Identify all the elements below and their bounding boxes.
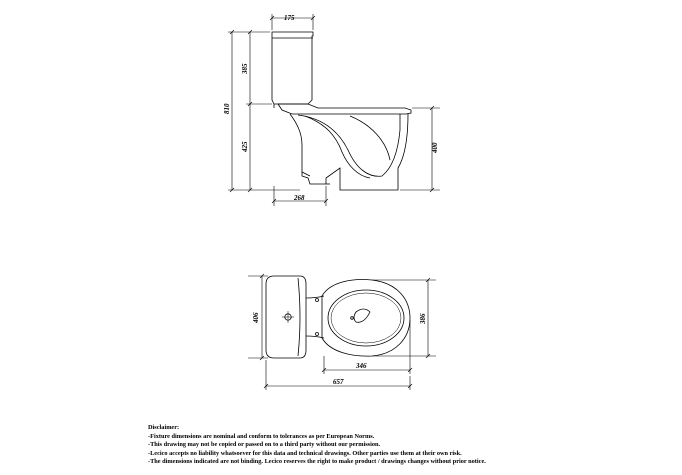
plan-drain	[354, 309, 370, 322]
dim-plan-bowl-length-lines	[322, 320, 412, 374]
plan-view	[266, 276, 410, 358]
disclaimer-line: -Fixture dimensions are nominal and conform to tolerances as per European Norms.	[148, 432, 375, 440]
seat-outline	[278, 104, 411, 114]
dim-label-plan-bowl-length: 346	[356, 362, 367, 370]
dim-label-overall-length: 657	[333, 378, 344, 386]
side-elevation	[272, 32, 411, 190]
dim-left-lines	[228, 30, 300, 192]
dim-label-bowl-height: 400	[431, 142, 439, 153]
disclaimer-title: Disclaimer:	[148, 424, 180, 431]
dim-label-plan-tank-depth: 406	[252, 312, 260, 323]
disclaimer-line: -This drawing may not be copied or passed on to a third party without our permission.	[148, 441, 381, 449]
disclaimer-line: -Lecico accepts no liability whatsoever for this data and technical drawings. Other parties use them at their own risk.	[148, 449, 462, 457]
dim-label-overall-height: 810	[223, 103, 231, 114]
dim-label-tank-height: 385	[241, 63, 249, 74]
disclaimer-block	[148, 424, 678, 467]
disclaimer-line: -The dimensions indicated are not binding. Lecico reserves the right to make product / drawings changes without prior notice.	[148, 458, 486, 466]
dim-label-base-depth: 268	[294, 194, 305, 202]
dim-label-tank-width: 175	[284, 14, 295, 22]
dim-label-plan-bowl-width: 386	[419, 313, 427, 324]
dim-label-seat-height: 425	[241, 141, 249, 152]
cistern-outline	[272, 32, 313, 104]
